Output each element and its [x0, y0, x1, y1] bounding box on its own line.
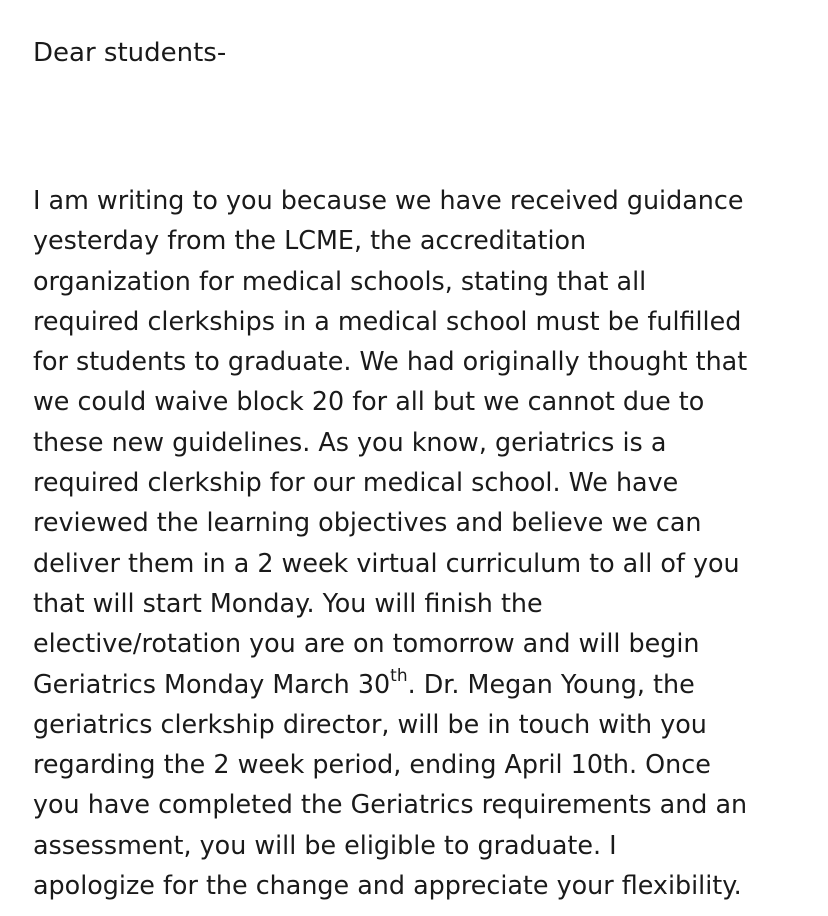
- body-line: organization for medical schools, stating that all: [33, 265, 647, 296]
- body-line: geriatrics clerkship director, will be in touch with you: [33, 708, 707, 739]
- date-text: Geriatrics Monday March 30: [33, 668, 391, 699]
- body-line: assessment, you will be eligible to graduate. I: [33, 829, 617, 860]
- body-line: we could waive block 20 for all but we cannot due to: [33, 386, 705, 417]
- body-line: that will start Monday. You will finish the: [33, 587, 543, 618]
- body-line: you have completed the Geriatrics requirements and an: [33, 789, 748, 820]
- body-line: apologize for the change and appreciate your flexibility.: [33, 870, 742, 901]
- body-line: yesterday from the LCME, the accreditation: [33, 225, 587, 256]
- ordinal-superscript: th: [390, 665, 408, 686]
- body-line: reviewed the learning objectives and believe we can: [33, 507, 702, 538]
- body-line: for students to graduate. We had originally thought that: [33, 346, 748, 377]
- body-line: deliver them in a 2 week virtual curriculum to all of you: [33, 547, 740, 578]
- body-line: required clerkships in a medical school must be fulfilled: [33, 305, 742, 336]
- body-line: elective/rotation you are on tomorrow and will begin: [33, 628, 700, 659]
- body-line: required clerkship for our medical school. We have: [33, 467, 679, 498]
- letter-body: [33, 180, 823, 905]
- body-line: these new guidelines. As you know, geriatrics is a: [33, 426, 667, 457]
- body-line-continuation: . Dr. Megan Young, the: [407, 668, 695, 699]
- body-line-with-superscript: [33, 664, 823, 704]
- body-line: I am writing to you because we have received guidance: [33, 185, 744, 215]
- body-line: regarding the 2 week period, ending April 10th. Once: [33, 749, 711, 780]
- greeting: Dear students-: [33, 38, 227, 68]
